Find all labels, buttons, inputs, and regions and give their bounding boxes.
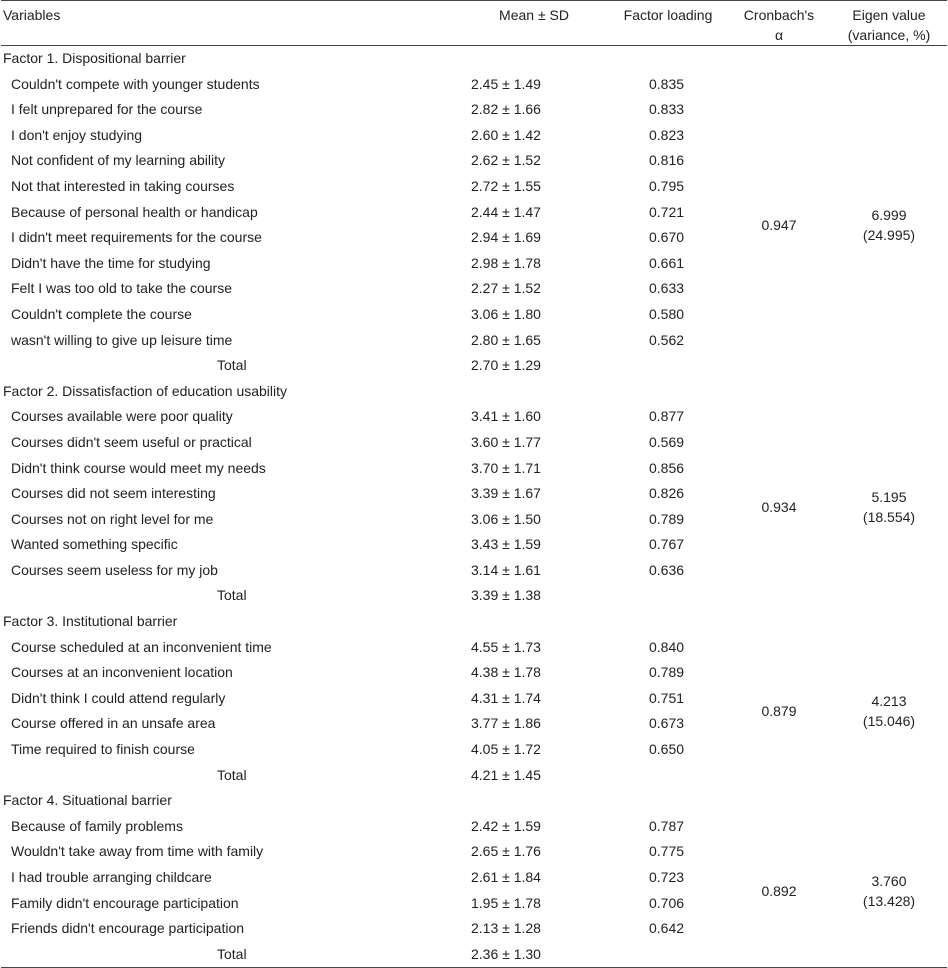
- factor-analysis-table: [1, 0, 947, 968]
- variable-name: Couldn't complete the course: [11, 305, 192, 322]
- total-mean-sd: 2.70 ± 1.29: [471, 357, 541, 374]
- mean-sd-value: 2.45 ± 1.49: [471, 75, 541, 92]
- factor-row: [1, 788, 947, 814]
- variable-name: Courses available were poor quality: [11, 408, 233, 425]
- table-row: [1, 404, 947, 430]
- variable-name: Didn't think I could attend regularly: [11, 689, 226, 706]
- factor-loading-value: 0.642: [649, 920, 685, 937]
- variable-name: Courses did not seem interesting: [11, 485, 216, 502]
- mean-sd-value: 2.80 ± 1.65: [471, 331, 541, 348]
- factor-loading-value: 0.670: [649, 229, 685, 246]
- table-body: [1, 46, 947, 968]
- header-cronbach-line1: Cronbach's: [743, 7, 815, 23]
- eigen-value: 4.213: [871, 693, 907, 710]
- variable-name: Because of family problems: [11, 817, 183, 834]
- eigen-value-cell: [831, 404, 947, 609]
- factor-loading-value: 0.661: [649, 254, 685, 271]
- mean-sd-value: 3.14 ± 1.61: [471, 561, 541, 578]
- factor-loading-value: 0.833: [649, 101, 685, 118]
- factor-row: [1, 379, 947, 405]
- factor-loading-value: 0.789: [649, 664, 685, 681]
- variable-name: wasn't willing to give up leisure time: [11, 331, 233, 348]
- mean-sd-value: 2.65 ± 1.76: [471, 843, 541, 860]
- variable-name: Courses seem useless for my job: [11, 561, 218, 578]
- factor-row: [1, 609, 947, 635]
- mean-sd-value: 3.06 ± 1.80: [471, 305, 541, 322]
- factor-loading-value: 0.636: [649, 561, 685, 578]
- factor-loading-value: 0.580: [649, 305, 685, 322]
- factor-loading-value: 0.787: [649, 817, 685, 834]
- header-cronbach-alpha: [727, 1, 831, 46]
- mean-sd-value: 2.72 ± 1.55: [471, 177, 541, 194]
- mean-sd-value: 3.70 ± 1.71: [471, 459, 541, 476]
- factor-loading-value: 0.767: [649, 536, 685, 553]
- table-row: [1, 635, 947, 661]
- table-row: [1, 72, 947, 98]
- mean-sd-value: 2.98 ± 1.78: [471, 254, 541, 271]
- mean-sd-value: 4.55 ± 1.73: [471, 638, 541, 655]
- mean-sd-value: 2.61 ± 1.84: [471, 869, 541, 885]
- eigen-value-cell: [831, 814, 947, 968]
- variance-percent: (18.554): [862, 508, 916, 525]
- factor-loading-value: 0.826: [649, 485, 685, 502]
- total-loading-empty: [609, 763, 727, 789]
- variable-name: Family didn't encourage participation: [11, 894, 239, 911]
- eigen-value-cell: [831, 635, 947, 789]
- total-loading-empty: [609, 583, 727, 609]
- total-label: Total: [217, 766, 247, 783]
- variable-name: Courses not on right level for me: [11, 510, 214, 527]
- header-variables: Variables: [3, 7, 61, 23]
- total-loading-empty: [609, 942, 727, 968]
- eigen-value: 3.760: [871, 872, 907, 889]
- mean-sd-value: 2.27 ± 1.52: [471, 280, 541, 297]
- mean-sd-value: 2.82 ± 1.66: [471, 101, 541, 118]
- cronbach-alpha-value: 0.947: [761, 217, 797, 234]
- variable-name: I don't enjoy studying: [11, 126, 143, 143]
- factor-loading-value: 0.562: [649, 331, 685, 348]
- factor-loading-value: 0.835: [649, 75, 685, 92]
- variable-name: Because of personal health or handicap: [11, 203, 258, 220]
- eigen-value: 5.195: [871, 488, 907, 505]
- header-eigen-line2: (variance, %): [847, 27, 931, 43]
- mean-sd-value: 2.94 ± 1.69: [471, 229, 541, 246]
- mean-sd-value: 3.41 ± 1.60: [471, 408, 541, 425]
- factor-row: [1, 46, 947, 72]
- table-row: [1, 814, 947, 840]
- factor-loading-value: 0.795: [649, 177, 685, 194]
- variable-name: Courses at an inconvenient location: [11, 664, 233, 681]
- mean-sd-value: 3.06 ± 1.50: [471, 510, 541, 527]
- mean-sd-value: 4.38 ± 1.78: [471, 664, 541, 681]
- mean-sd-value: 2.44 ± 1.47: [471, 203, 541, 220]
- cronbach-alpha-value: 0.892: [761, 882, 797, 899]
- mean-sd-value: 2.60 ± 1.42: [471, 126, 541, 143]
- factor-loading-value: 0.751: [649, 689, 685, 706]
- factor-loading-value: 0.673: [649, 715, 685, 732]
- mean-sd-value: 3.77 ± 1.86: [471, 715, 541, 732]
- factor-label: Factor 4. Situational barrier: [3, 792, 172, 809]
- variable-name: Course offered in an unsafe area: [11, 715, 216, 732]
- mean-sd-value: 2.13 ± 1.28: [471, 920, 541, 937]
- mean-sd-value: 3.60 ± 1.77: [471, 433, 541, 450]
- mean-sd-value: 2.62 ± 1.52: [471, 152, 541, 169]
- factor-label: Factor 3. Institutional barrier: [3, 613, 178, 630]
- factor-loading-value: 0.633: [649, 280, 685, 297]
- variance-percent: (15.046): [862, 713, 916, 730]
- variable-name: Time required to finish course: [11, 741, 195, 758]
- variance-percent: (13.428): [862, 892, 916, 909]
- variable-name: Courses didn't seem useful or practical: [11, 433, 252, 450]
- variable-name: Didn't think course would meet my needs: [11, 459, 266, 476]
- cronbach-alpha-value: 0.879: [761, 703, 797, 720]
- variance-percent: (24.995): [862, 227, 916, 244]
- factor-loading-value: 0.723: [649, 869, 685, 885]
- header-eigen-line1: Eigen value: [852, 7, 926, 23]
- mean-sd-value: 3.39 ± 1.67: [471, 485, 541, 502]
- mean-sd-value: 2.42 ± 1.59: [471, 817, 541, 834]
- total-label: Total: [217, 587, 247, 604]
- variable-name: Not that interested in taking courses: [11, 177, 235, 194]
- factor-loading-value: 0.706: [649, 894, 685, 911]
- eigen-value-cell: [831, 72, 947, 379]
- total-label: Total: [217, 357, 247, 374]
- factor-loading-value: 0.789: [649, 510, 685, 527]
- factor-label: Factor 2. Dissatisfaction of education usability: [3, 382, 288, 399]
- factor-loading-value: 0.856: [649, 459, 685, 476]
- total-loading-empty: [609, 353, 727, 379]
- variable-name: Wanted something specific: [11, 536, 178, 553]
- factor-loading-value: 0.823: [649, 126, 685, 143]
- variable-name: Course scheduled at an inconvenient time: [11, 638, 272, 655]
- factor-loading-value: 0.816: [649, 152, 685, 169]
- mean-sd-value: 1.95 ± 1.78: [471, 894, 541, 911]
- header-eigen-value: [831, 1, 947, 46]
- factor-loading-value: 0.877: [649, 408, 685, 425]
- total-mean-sd: 2.36 ± 1.30: [471, 945, 541, 962]
- header-cronbach-line2: α: [774, 27, 784, 43]
- variable-name: I had trouble arranging childcare: [11, 869, 212, 885]
- header-factor-loading: Factor loading: [623, 7, 713, 23]
- variable-name: I felt unprepared for the course: [11, 101, 203, 118]
- mean-sd-value: 4.31 ± 1.74: [471, 689, 541, 706]
- variable-name: Didn't have the time for studying: [11, 254, 211, 271]
- factor-label: Factor 1. Dispositional barrier: [3, 50, 186, 66]
- variable-name: Not confident of my learning ability: [11, 152, 225, 169]
- variable-name: Wouldn't take away from time with family: [11, 843, 264, 860]
- cronbach-alpha-value: 0.934: [761, 498, 797, 515]
- variable-name: Couldn't compete with younger students: [11, 75, 260, 92]
- factor-loading-value: 0.569: [649, 433, 685, 450]
- total-mean-sd: 3.39 ± 1.38: [471, 587, 541, 604]
- variable-name: I didn't meet requirements for the course: [11, 229, 262, 246]
- factor-loading-value: 0.650: [649, 741, 685, 758]
- mean-sd-value: 4.05 ± 1.72: [471, 741, 541, 758]
- header-row: [1, 1, 947, 46]
- factor-loading-value: 0.840: [649, 638, 685, 655]
- variable-name: Friends didn't encourage participation: [11, 920, 245, 937]
- header-mean-sd: Mean ± SD: [499, 7, 569, 23]
- variable-name: Felt I was too old to take the course: [11, 280, 233, 297]
- mean-sd-value: 3.43 ± 1.59: [471, 536, 541, 553]
- factor-loading-value: 0.721: [649, 203, 685, 220]
- factor-loading-value: 0.775: [649, 843, 685, 860]
- total-label: Total: [217, 945, 247, 962]
- total-mean-sd: 4.21 ± 1.45: [471, 766, 541, 783]
- eigen-value: 6.999: [871, 207, 907, 224]
